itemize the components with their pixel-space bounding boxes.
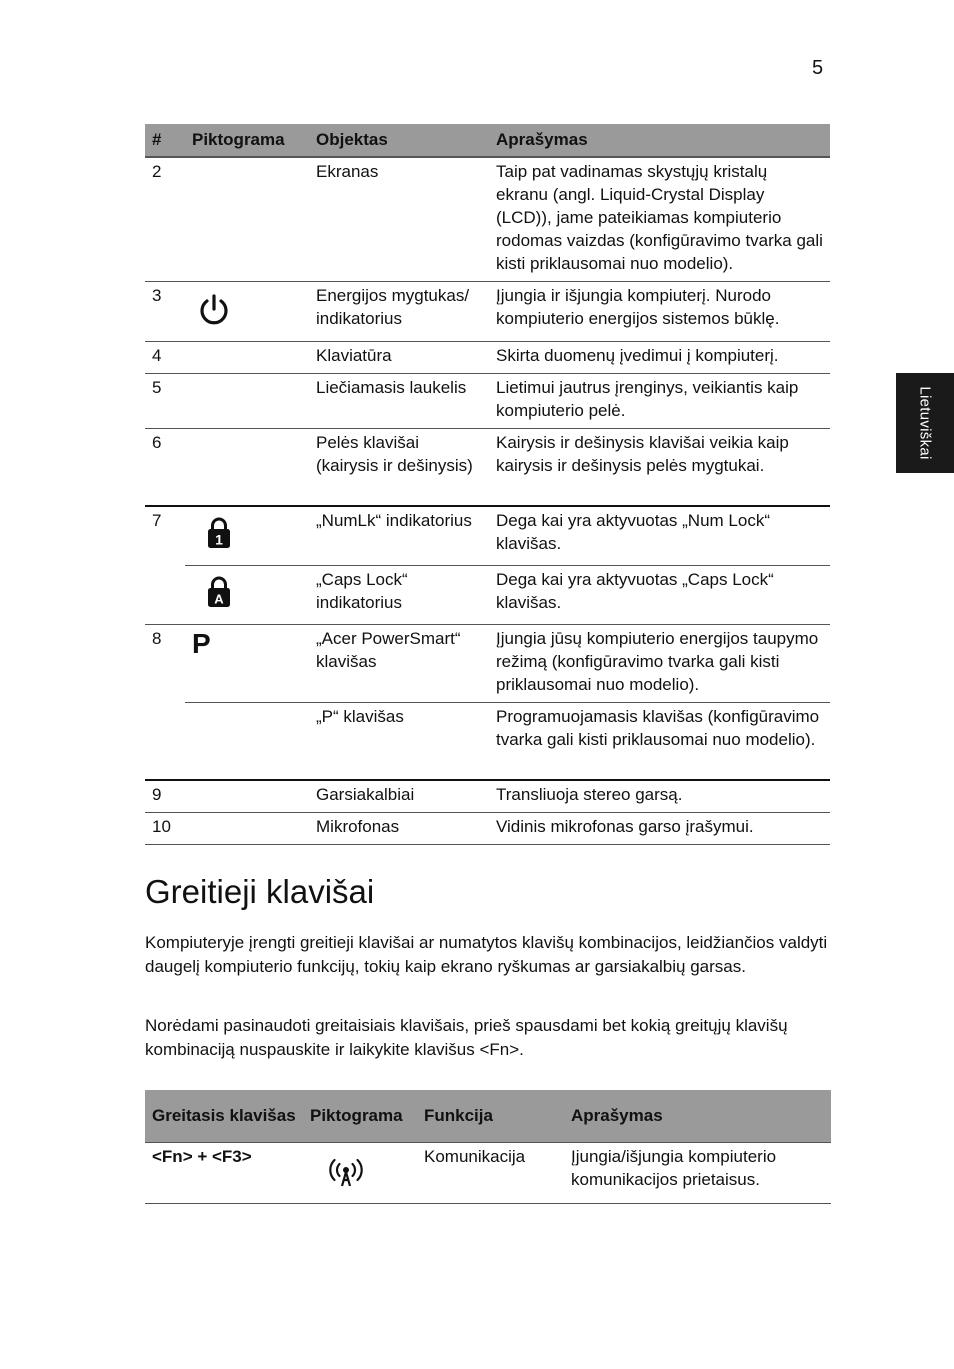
power-icon: [196, 292, 232, 328]
row-icon: [185, 565, 309, 624]
row-number: 7: [145, 506, 185, 624]
table-row: [145, 428, 830, 506]
table-row: [145, 780, 830, 812]
row-description: Dega kai yra aktyvuotas „Num Lock“ klavišas.: [489, 506, 830, 565]
row-description: Vidinis mikrofonas garso įrašymui.: [489, 812, 830, 844]
language-tab: [896, 373, 954, 473]
page-number: 5: [812, 57, 824, 79]
parts-table: [145, 124, 830, 845]
row-number: 2: [152, 162, 162, 181]
parts-table-header: [145, 124, 830, 157]
row-description: Įjungia ir išjungia kompiuterį. Nurodo kompiuterio energijos sistemos būklę.: [489, 281, 830, 341]
col-description: Aprašymas: [489, 124, 830, 157]
row-number: 9: [145, 780, 185, 812]
table-row: [145, 506, 830, 565]
table-row: [145, 565, 830, 624]
col-number: #: [145, 124, 185, 157]
wireless-icon: [326, 1157, 366, 1187]
row-function: Komunikacija: [417, 1143, 564, 1204]
row-icon: [185, 624, 309, 702]
row-item: Liečiamasis laukelis: [309, 373, 489, 428]
row-description: Lietimui jautrus įrenginys, veikiantis kaip kompiuterio pelė.: [489, 373, 830, 428]
col-icon: Piktograma: [303, 1090, 417, 1143]
row-item: Ekranas: [316, 162, 379, 181]
row-item: Garsiakalbiai: [309, 780, 489, 812]
table-row: [145, 281, 830, 341]
row-icon: [185, 157, 309, 281]
row-number: 3: [145, 281, 185, 341]
powersmart-p-icon: P: [192, 627, 211, 659]
col-item: Objektas: [309, 124, 489, 157]
row-item: „Acer PowerSmart“ klavišas: [309, 624, 489, 702]
row-description: Dega kai yra aktyvuotas „Caps Lock“ klavišas.: [489, 565, 830, 624]
svg-text:A: A: [214, 591, 224, 606]
language-tab-label: Lietuviškai: [916, 386, 934, 460]
row-description: Skirta duomenų įvedimui į kompiuterį.: [489, 341, 830, 373]
row-description: Įjungia/išjungia kompiuterio komunikacijos prietaisus.: [564, 1143, 831, 1204]
row-icon: [185, 506, 309, 565]
row-description: Taip pat vadinamas skystųjų kristalų ekranu (angl. Liquid-Crystal Display (LCD)), jame pateikiamas kompiuterio rodomas vaizdas (konfigūravimo tvarka gali kisti priklausomai nuo modelio).: [496, 162, 823, 273]
instruction-paragraph: Norėdami pasinaudoti greitaisiais klavišais, prieš spausdami bet kokią greitųjų klavišų kombinaciją nuspauskite ir laikykite klavišus <Fn>.: [145, 1016, 788, 1059]
numlock-icon: [206, 517, 232, 549]
row-icon: [185, 780, 309, 812]
section-title: Greitieji klavišai: [145, 873, 375, 910]
row-number: 8: [145, 624, 185, 780]
table-row: [145, 341, 830, 373]
row-number: 5: [145, 373, 185, 428]
capslock-icon: [206, 576, 232, 608]
row-item: Pelės klavišai (kairysis ir dešinysis): [309, 428, 489, 506]
row-icon: [185, 702, 309, 780]
hotkey-table-header: [145, 1090, 831, 1143]
row-description: Programuojamasis klavišas (konfigūravimo tvarka gali kisti priklausomai nuo modelio).: [489, 702, 830, 780]
table-row: [145, 373, 830, 428]
row-item: Mikrofonas: [309, 812, 489, 844]
hotkey-combo: <Fn> + <F3>: [145, 1143, 303, 1204]
row-icon: [185, 812, 309, 844]
table-row: [145, 1143, 831, 1204]
row-item: „P“ klavišas: [309, 702, 489, 780]
hotkey-table: [145, 1090, 831, 1204]
intro-paragraph: Kompiuteryje įrengti greitieji klavišai ar numatytos klavišų kombinacijos, leidžiančios valdyti daugelį kompiuterio funkcijų, tokių kaip ekrano ryškumas ar garsiakalbių garsas.: [145, 933, 828, 976]
row-item: Energijos mygtukas/ indikatorius: [309, 281, 489, 341]
table-row: [145, 624, 830, 702]
table-row: [145, 702, 830, 780]
row-icon: [303, 1143, 417, 1204]
col-hotkey: Greitasis klavišas: [145, 1090, 303, 1143]
row-icon: [185, 373, 309, 428]
col-description: Aprašymas: [564, 1090, 831, 1143]
col-icon: Piktograma: [185, 124, 309, 157]
row-number: 4: [145, 341, 185, 373]
row-icon: [185, 281, 309, 341]
row-icon: [185, 428, 309, 506]
col-function: Funkcija: [417, 1090, 564, 1143]
row-number: 10: [145, 812, 185, 844]
row-item: „Caps Lock“ indikatorius: [309, 565, 489, 624]
row-icon: [185, 341, 309, 373]
row-item: „NumLk“ indikatorius: [309, 506, 489, 565]
row-item: Klaviatūra: [309, 341, 489, 373]
row-description: Transliuoja stereo garsą.: [489, 780, 830, 812]
table-row: [145, 812, 830, 844]
svg-text:1: 1: [215, 531, 223, 548]
row-description: Kairysis ir dešinysis klavišai veikia kaip kairysis ir dešinysis pelės mygtukai.: [489, 428, 830, 506]
row-description: Įjungia jūsų kompiuterio energijos taupymo režimą (konfigūravimo tvarka gali kisti priklausomai nuo modelio).: [489, 624, 830, 702]
table-row: [145, 157, 830, 281]
row-number: 6: [145, 428, 185, 506]
